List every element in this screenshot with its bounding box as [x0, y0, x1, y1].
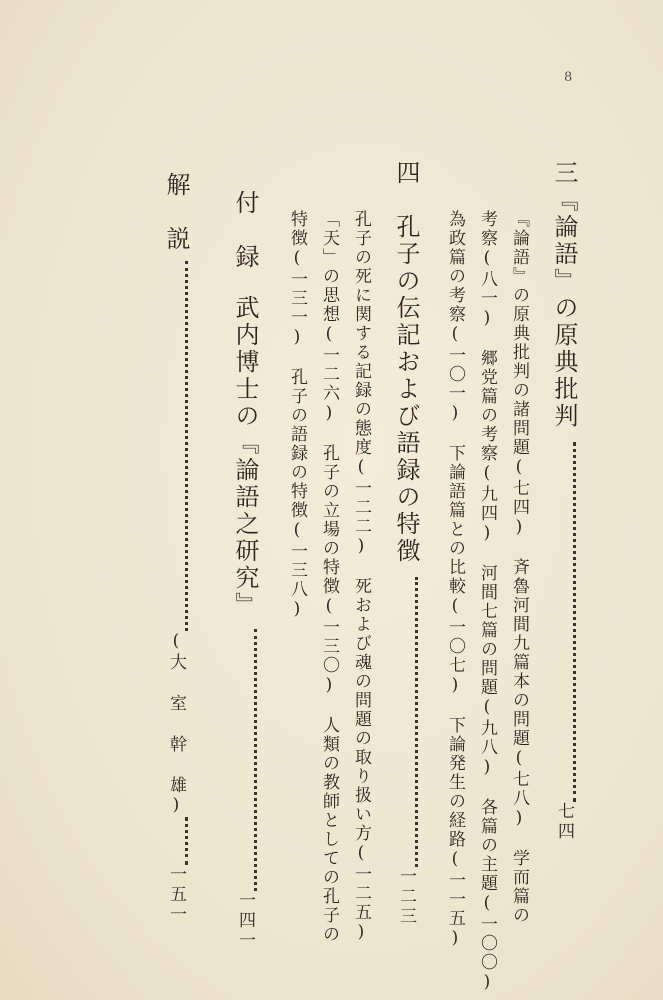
leader-dots [254, 629, 257, 891]
section-3-line-1: 『論語』の原典批判の諸問題(七四) 斉魯河間九篇本の問題(七八) 学而篇の [509, 210, 529, 925]
commentary-page: 一五一 [166, 865, 186, 925]
leader-dots [415, 577, 418, 867]
appendix-page: 一四一 [235, 891, 255, 951]
section-4-page: 一二三 [396, 867, 416, 927]
leader-dots [185, 817, 188, 865]
appendix-line [233, 190, 257, 951]
section-4-heading: 四 孔子の伝記および語録の特徴 [392, 160, 420, 565]
section-4-line-1: 孔子の死に関する記録の態度(一二二) 死および魂の問題の取り扱い方(一二五) [351, 210, 371, 944]
section-4-heading-line [394, 160, 418, 927]
commentary-author: (大 室 幹 雄) [166, 631, 186, 817]
section-3-line-2: 考察(八一) 郷党篇の考察(九四) 河間七篇の問題(九八) 各篇の主題(一〇〇) [477, 210, 497, 994]
section-3-heading-line [552, 160, 576, 842]
section-4-line-2: 「天」の思想(一二六) 孔子の立場の特徴(一三〇) 人類の教師としての孔子の [319, 210, 339, 944]
leader-dots [573, 442, 576, 802]
page-number: 8 [564, 70, 573, 85]
section-4-line-3: 特徴(一三一) 孔子の語録の特徴(一三八) [287, 210, 307, 621]
appendix-label: 付 録 [231, 190, 259, 271]
section-3-page: 七四 [554, 802, 574, 842]
commentary-label: 解 説 [162, 172, 190, 253]
section-3-line-3: 為政篇の考察(一〇一) 下論語篇との比較(一〇七) 下論発生の経路(一一五) [445, 210, 465, 950]
appendix-title: 武内博士の『論語之研究』 [231, 295, 259, 619]
section-3-heading: 三『論語』の原典批判 [550, 160, 578, 430]
leader-dots [185, 261, 188, 631]
commentary-line [164, 172, 188, 925]
